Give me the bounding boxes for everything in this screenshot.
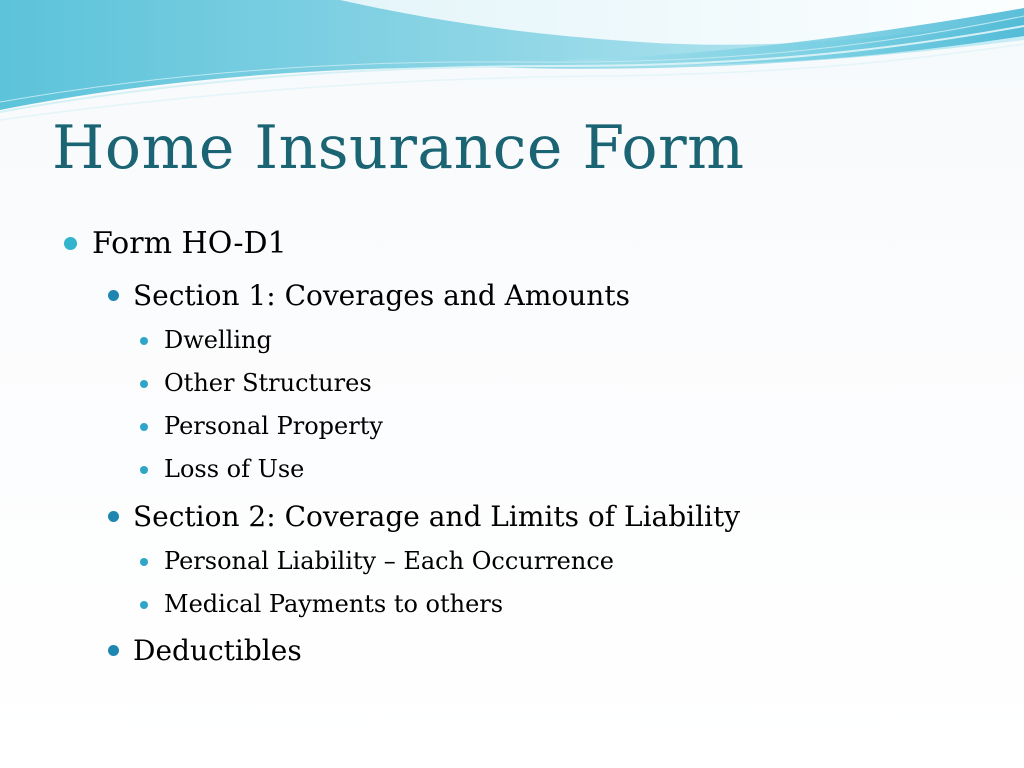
bullet-loss-of-use: Loss of Use	[164, 455, 305, 483]
bullet-dot-icon	[140, 558, 148, 566]
bullet-dot-icon	[140, 423, 148, 431]
bullet-dot-icon	[64, 237, 77, 250]
bullet-dwelling: Dwelling	[164, 326, 272, 354]
bullet-dot-icon	[140, 380, 148, 388]
slide-title: Home Insurance Form	[52, 113, 745, 183]
bullet-personal-liability: Personal Liability – Each Occurrence	[164, 547, 614, 575]
bullet-personal-property: Personal Property	[164, 412, 383, 440]
header-wave-decoration	[0, 0, 1024, 130]
bullet-dot-icon	[140, 601, 148, 609]
bullet-section-2: Section 2: Coverage and Limits of Liability	[133, 500, 741, 533]
bullet-dot-icon	[108, 645, 119, 656]
bullet-form-ho-d1: Form HO-D1	[92, 226, 287, 261]
bullet-other-structures: Other Structures	[164, 369, 372, 397]
bullet-deductibles: Deductibles	[133, 634, 302, 667]
bullet-dot-icon	[140, 466, 148, 474]
bullet-dot-icon	[108, 511, 119, 522]
bullet-dot-icon	[140, 337, 148, 345]
bullet-medical-payments: Medical Payments to others	[164, 590, 504, 618]
bullet-section-1: Section 1: Coverages and Amounts	[133, 279, 630, 312]
bullet-dot-icon	[108, 290, 119, 301]
